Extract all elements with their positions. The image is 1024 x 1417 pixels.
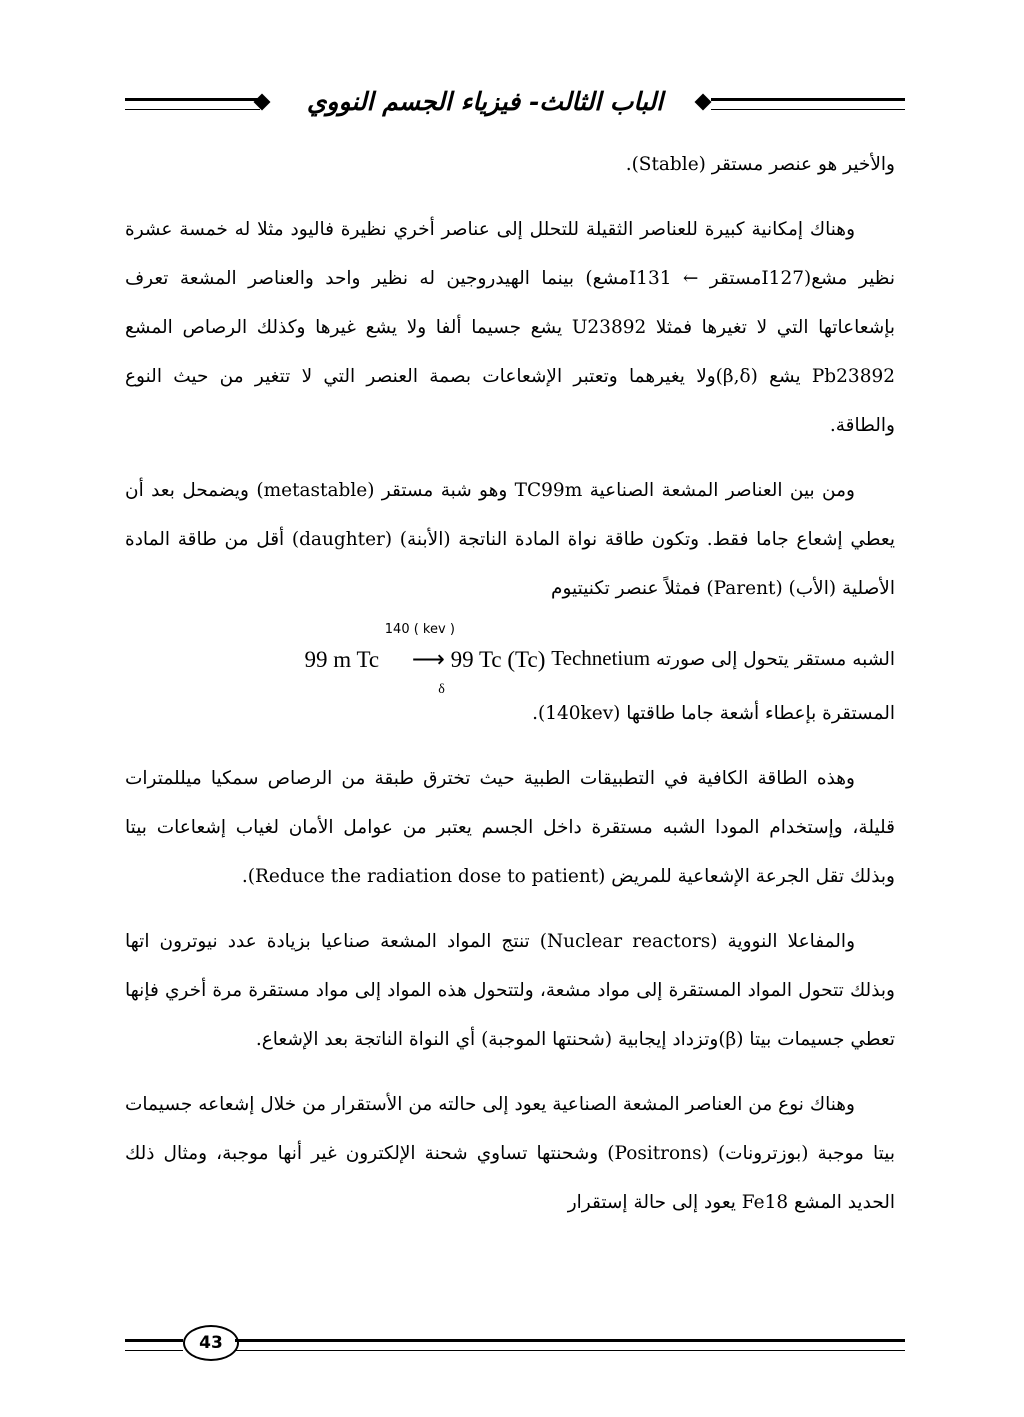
page-body xyxy=(125,140,895,1243)
arrow-label-above: 140 ( kev ) xyxy=(384,622,455,637)
paragraph-text: وهناك نوع من العناصر المشعة الصناعية يعود إلى حالته من الأستقرار من خلال إشعاعه جسيمات بيتا موجبة (بوزترونات) (Positrons) وشحنتها تساوي شحنة الإلكترون غير أنها موجبة، ومثال ذلك الحديد المشع Fe18 يعود إلى حالة إستقرار xyxy=(125,1094,895,1213)
paragraph-text: ومن بين العناصر المشعة الصناعية TC99m وهو شبة مستقر (metastable) ويضمحل بعد أن يعطي إشعاع جاما فقط. وتكون طاقة نواة المادة الناتجة (الأبنة) (daughter) أقل من طاقة المادة الأصلية (الأب) (Parent) فمثلاً عنصر تكنيتيوم xyxy=(125,480,895,599)
paragraph xyxy=(125,689,895,738)
equation-left: 99 m Tc xyxy=(304,647,380,672)
page-header xyxy=(125,82,905,122)
equation-arabic-text: الشبه مستقر يتحول إلى صورته xyxy=(655,649,895,670)
header-rule-right xyxy=(711,98,905,110)
paragraph-text: والمفاعلا النووية (Nuclear reactors) تنتج المواد المشعة صناعيا بزيادة عدد نيوترون اتها وبذلك تتحول المواد المستقرة إلى مواد مشعة، ولتتحول هذه المواد إلى مواد مستقرة مرة أخري فإنها تعطي جسيمات بيتا (β)وتزداد إيجابية (شحنتها الموجبة) أي النواة الناتجة بعد الإشعاع. xyxy=(125,931,895,1050)
decay-equation xyxy=(304,622,546,697)
page-number: 43 xyxy=(183,1325,239,1361)
paragraph-text: وهذه الطاقة الكافية في التطبيقات الطبية حيث تخترق طبقة من الرصاص سمكيا ميللمترات قليلة، وإستخدام المودا الشبه مستقرة داخل الجسم يعتبر من عوامل الأمان لغياب إشعاعات بيتا وبذلك تقل الجرعة الإشعاعية للمريض (Reduce the radiation dose to patient). xyxy=(125,768,895,887)
paragraph-text: والأخير هو عنصر مستقر (Stable). xyxy=(625,154,895,175)
chapter-title: الباب الثالث- فيزياء الجسم النووي xyxy=(306,87,664,116)
page-footer xyxy=(125,1325,905,1365)
header-rule-left xyxy=(125,98,260,110)
paragraph xyxy=(125,205,895,450)
paragraph xyxy=(125,466,895,613)
diamond-icon xyxy=(695,94,712,111)
paragraph xyxy=(125,140,895,189)
paragraph xyxy=(125,1080,895,1227)
paragraph-text: وهناك إمكانية كبيرة للعناصر الثقيلة للتحلل إلى عناصر أخري نظيرة فاليود مثلا له خمسة عشرة نظير مشع(I127مستقر ← I131مشع) بينما الهيدروجين له نظير واحد والعناصر المشعة تعرف بإشعاعاتها التي لا تغيرها فمثلا U23892 يشع جسيما ألفا ولا يشع غيرها وكذلك الرصاص المشع Pb23892 يشع (β,δ)ولا يغيرهما وتعتبر الإشعاعات بصمة العنصر التي لا تتغير من حيث النوع والطاقة. xyxy=(125,219,896,436)
equation-right: 99 Tc (Tc) xyxy=(450,647,546,672)
paragraph xyxy=(125,917,895,1064)
equation-line xyxy=(125,622,895,697)
arrow-label-below: δ xyxy=(438,682,445,697)
footer-rule-right xyxy=(235,1339,905,1351)
footer-rule-left xyxy=(125,1339,183,1351)
paragraph-text: المستقرة بإعطاء أشعة جاما طاقتها (140kev). xyxy=(532,703,895,724)
equation-latin-word: Technetium xyxy=(551,646,651,670)
paragraph xyxy=(125,754,895,901)
arrow-icon: ⟶ 140 ( kev ) δ xyxy=(385,631,445,689)
